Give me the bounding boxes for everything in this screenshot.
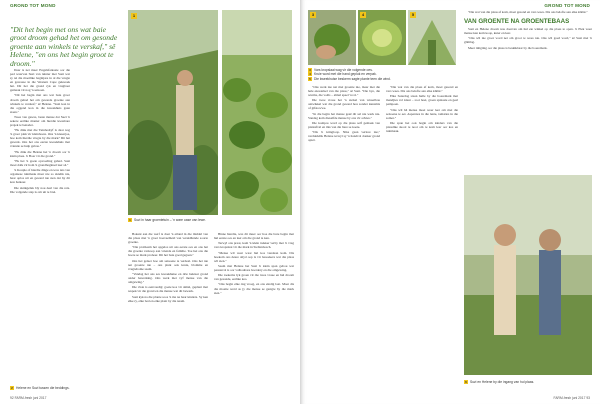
paragraph: Terwyl ons praat, kom 'n klein trekker verby met 'n vrag vars kropslaai vir die mark in Stellenbosch. [214,241,294,250]
pull-quote: "Dit het begin met ons wat baie groot droom gehad het om gesonde groente aan winkels te verskaf," sê Helene, "en ons het begin groot te droom." [10,25,118,68]
paragraph: 'n Kouple of hierdie dinge en wou iets van organiese tuinmaak maar nie so skielik nie, haar oplos uit en gesond nie sien dat hy dit kon hanteer. [10,168,70,185]
paragraph: "Ek dink met die Tuinbedryf is daar nog 'n groot plek vir kleinboere. Ons 'n kieserjoe, hoe kom hierdie vrugte by die mark? Dit het gewerk. Ons het ons eerste kweekhuis met vriende se hulp gebou." [10,128,70,149]
paragraph: "Ons werk nie net met groente nie, maar met die hele ekostelsel van die plaas," sê Suzi. "Die bye, die wurms, die voëls – almal speel 'n rol." [308,85,380,98]
section-label-left: GROND TOT MOND [10,3,56,8]
paragraph: "Dis 'n kringloop. Niks gaan verlore nie," verduidelik Helene terwyl sy 'n handvol donker grond optel. [308,130,380,143]
subheading: VAN GROENTE NA GROENTEBAAS [464,18,570,26]
paragraph: "Ons wil hê mense moet weer leer om met die seisoene te eet. Aspersies in die lente, tamaties in die somer." [386,107,458,120]
photo-lettuce-rows [222,10,292,215]
right-column-2 [386,85,458,393]
caption-text: Helene en Suzi tussen die beddings. [16,386,70,390]
paragraph: "Die wat van die plaas af kom, moet gesond en vars wees. Dis ons belofte aan elke kliënt." [386,85,458,94]
paragraph: Meer inligting oor die plaas is beskikbaar by die boeremark. [468,45,548,50]
caption-text: Suzi en Helene by die ingang van hul plaas. [470,380,535,384]
right-page [300,0,600,404]
paragraph: "Die probleem het opgelos uit ons eerste oes en ons het die groente verkoop aan vriende en familie. Toe het ons die boere se mark probeer. Dit het baie goed gegaan." [128,245,208,258]
photo-caption-2 [10,386,120,390]
paragraph: Elke Saterdag staan hulle by die boeremark met mandjies vol kleur – rooi beet, groen spinasie en geel pampoen. [386,94,458,107]
right-column-1 [308,85,380,393]
photo-lettuce-closeup [358,10,406,65]
paragraph: "Die wat van die plaas af kom, moet gesond en vars wees. Dis ons belofte aan elke kliënt." [468,10,588,14]
paragraph: Saam met Helene het Suzi 'n klein span gebou wat passievol is oor volhoubare boerdery en die omgewing. [214,263,294,272]
paragraph: Twee van gewas, beste mense dat Suzi 'n sekere eerlike manier om hierdie kwesbare projek te benader. [10,114,70,127]
photo-caption-6 [464,380,592,384]
paragraph: "Dit het begin met ons wat baie groot droom gehad het om gesonde groente aan winkels te verskaf," sê Helene. "Suzi kon in die oggend kon in die kweekhuis gaan staan." [10,93,70,114]
paragraph: "In die begin het mense gesê dit sal nie werk nie. Vandag kom dieselfde mense by ons vir advies." [308,111,380,120]
photo-hands-herbs [308,10,356,65]
paragraph: Suzi kyk na die plante soos 'n ma na haar kinders. Sy ken elke ry, elke bed en elke plant by die naam. [128,294,208,303]
right-column-3 [464,10,592,170]
paragraph: Die toekoms lyk groen vir die twee vroue en hul droom van gesonde, eerlike kos. [214,273,294,282]
left-column-3 [214,232,294,392]
paragraph: "Mense wil weet waar hul kos vandaan kom. Dis hoekom ons deure altyd oop is vir besoekers wat die plaas wil sien." [214,250,294,263]
photo-number-badge: 3 [311,12,315,17]
paragraph: "Ons begin elke dag vroeg, en ons eindig laat. Maar dis die moeite werd as jy die mense se gesigte by die mark sien." [214,282,294,295]
paragraph: Die skrikgeluk bly nou deel van die reis. Die volgende stap is om uit te brei. [10,185,70,194]
caption-line [308,77,458,81]
paragraph: "Ons wil nie groot word net om groot te wees nie. Ons wil goed word," sê Suzi met 'n glimlag. [464,36,592,45]
paragraph: Suzi en Helene droom nou daarvan om hul eie winkel op die plaas te open. 'n Plek waar mense kan kom koop, kuier en leer. [464,27,592,36]
caption-number: 5 [309,76,311,81]
section-label-right: GROND TOT MOND [544,3,590,8]
caption-number: 4 [309,72,311,77]
paragraph: "Vandag het ons ses kweekhuise en drie hektaar grond onder bewerking. Ons werk met vyf mense van die omgewing." [128,271,208,285]
paragraph: Binne hierdie, was dit meer oor hoe die bure begin met hul eerste oes en leer om die grond te ken. [214,232,294,241]
caption-text: Die kweekhuise beskerm sagte plante teen die wind. [314,76,391,81]
paragraph: Bokant aan die werf is daar 'n eiland in die middel van die plaas met 'n groot hoeveelheid van verskillende soorte groente. [128,232,208,245]
photo-number-badge: 5 [411,12,415,17]
paragraph: Daar is net meer Engelsfantasie oor die pad waarvan Suzi van tuinier met Suzi wat sy ná die moeilike beginjare in al die vrugte en gewasse in die Western Cape gekweek het. Dit het die grond ryk en vrugbaar gemaak vir nog 'n seisoen. [10,68,70,93]
photo-number-badge: 1 [132,13,136,18]
photo-number-badge: 4 [361,12,365,17]
left-column-2 [128,232,208,392]
left-column-1 [10,68,70,393]
folio-left: 92 FARM-fresh juni 2017 [10,396,47,400]
caption-number: 6 [465,380,467,384]
photo-caption-3 [308,68,458,81]
paragraph: Ons het geleer hoe om seisoene te verdeel. Ons het nie net groente nie – ons plant ook kruie, blomme en vrugtebome saam. [128,258,208,271]
paragraph: Die visie is eenvoudig: goeie kos vir almal, geplant met respek vir die grond en die mense wat dit bewerk. [128,285,208,294]
photo-greenhouse-woman [128,10,218,215]
caption-number: 1 [129,218,131,222]
paragraph: Die span het ook begin om kinders van die plaaslike skool te nooi om te kom leer oor kos en tuinmaak. [386,120,458,134]
caption-text: Suzi in haar groentetuin – 'n ware oase van lewe. [134,218,206,222]
photo-two-women [464,175,592,375]
caption-number: 2 [11,386,13,390]
caption-number: 3 [309,68,311,72]
caption-text: Kruie word met die hand gepluk en verpak. [314,72,377,77]
paragraph: Die kompos word op die plaas self gemaak van plantafval en mis van die bure se koeie. [308,120,380,129]
paragraph: "Ek dink die Helene het 'n droom oor 'n klein plaas. 'n Boer vir die grond." [10,149,70,158]
paragraph: "Ek het 'n goeie opvoeding gehad. Suzi moet dalk vir hom 'n grondbeginsel leer sê." [10,158,70,167]
caption-text: Vars kropslaai wag vir die volgende oes. [314,68,373,72]
paragraph: Die twee vroue het 'n stelsel van wisselbou ontwikkel wat die grond gesond hou sonder kunsmis of gifstowwe. [308,98,380,111]
photo-caption-1 [128,218,293,222]
folio-right: FARM-fresh juni 2017 93 [553,396,590,400]
photo-greenhouse-interior [408,10,456,65]
